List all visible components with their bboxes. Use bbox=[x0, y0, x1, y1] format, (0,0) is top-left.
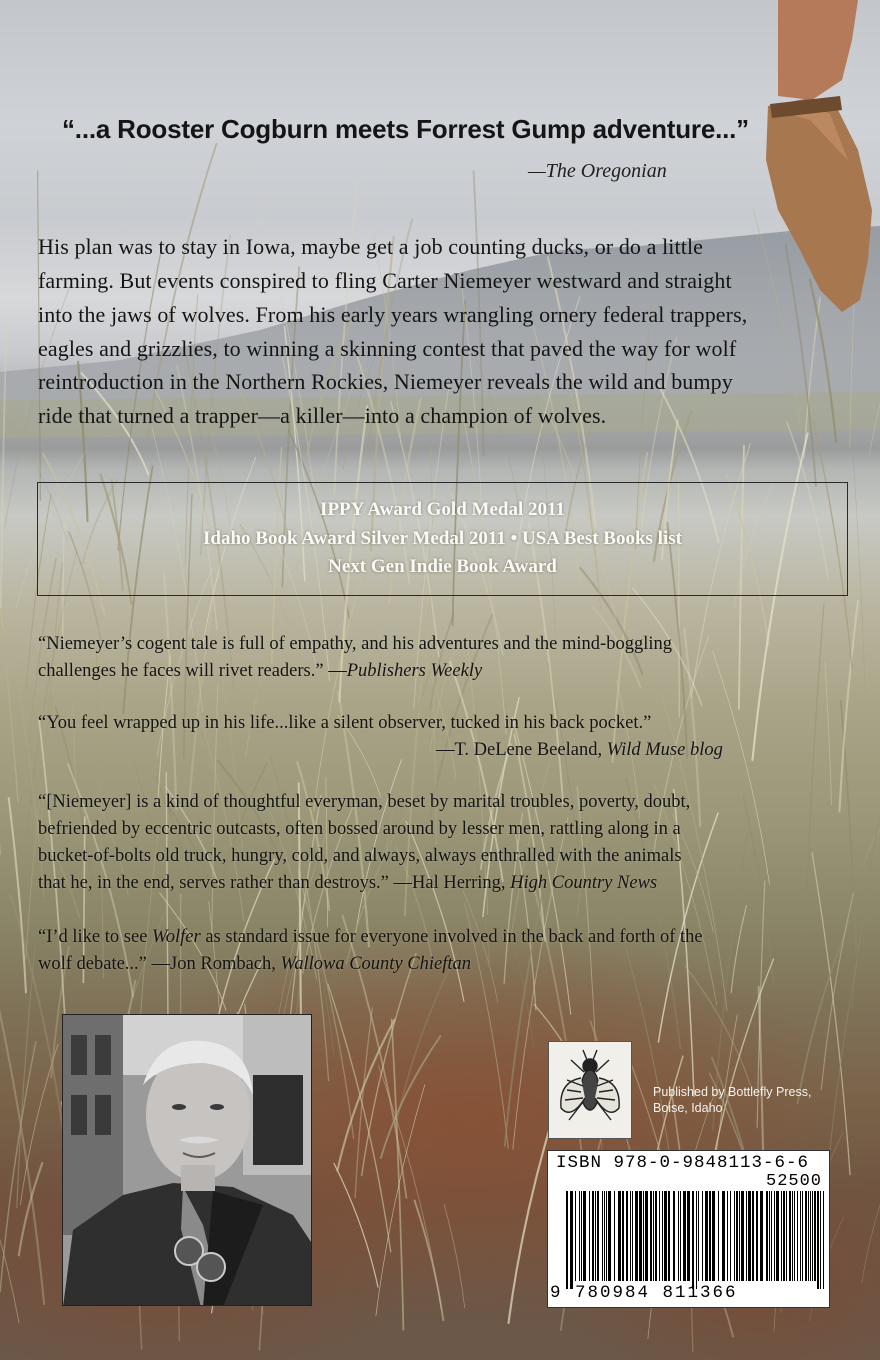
fly-icon bbox=[549, 1042, 631, 1138]
ean-number: 9 780984 811366 bbox=[550, 1283, 738, 1303]
review-herring-line-4: that he, in the end, serves rather than destroys.” —Hal Herring, High Country News bbox=[38, 873, 658, 893]
award-idaho-usa: Idaho Book Award Silver Medal 2011 • USA Best Books list bbox=[203, 528, 682, 549]
bottlefly-press-logo bbox=[548, 1041, 632, 1139]
barcode-bars bbox=[566, 1191, 828, 1291]
awards-box bbox=[37, 482, 848, 596]
isbn-barcode bbox=[547, 1150, 830, 1308]
review-source-high-country-news: High Country News bbox=[510, 873, 658, 893]
blurb-line-2: farming. But events conspired to fling Carter Niemeyer westward and straight bbox=[38, 268, 732, 293]
blurb-line-4: eagles and grizzlies, to winning a skinning contest that paved the way for wolf bbox=[38, 336, 737, 361]
review-source-publishers-weekly: Publishers Weekly bbox=[346, 661, 483, 681]
review-source-wallowa-chieftan: Wallowa County Chieftan bbox=[280, 954, 472, 974]
review-beeland-attribution: —T. DeLene Beeland, Wild Muse blog bbox=[436, 740, 723, 760]
review-publishers-weekly-line-2: challenges he faces will rivet readers.” —Publishers Weekly bbox=[38, 661, 483, 681]
featured-quote-source: —The Oregonian bbox=[528, 160, 667, 182]
blurb-line-1: His plan was to stay in Iowa, maybe get a job counting ducks, or do a little bbox=[38, 234, 704, 259]
review-herring-line-2: befriended by eccentric outcasts, often bossed around by lesser men, rattling along in a bbox=[38, 819, 681, 839]
award-ippy: IPPY Award Gold Medal 2011 bbox=[320, 499, 565, 520]
award-next-gen: Next Gen Indie Book Award bbox=[328, 556, 557, 577]
author-photo bbox=[62, 1014, 312, 1306]
blurb-line-5: reintroduction in the Northern Rockies, Niemeyer reveals the wild and bumpy bbox=[38, 369, 733, 394]
review-rombach-line-1: “I’d like to see Wolfer as standard issue for everyone involved in the back and forth of the bbox=[38, 927, 703, 947]
price-code: 52500 bbox=[766, 1172, 823, 1191]
review-beeland-line-1: “You feel wrapped up in his life...like a silent observer, tucked in his back pocket.” bbox=[38, 713, 652, 733]
isbn-number: ISBN 978-0-9848113-6-6 bbox=[556, 1153, 810, 1173]
review-source-wild-muse: Wild Muse blog bbox=[606, 740, 723, 760]
blurb-line-3: into the jaws of wolves. From his early years wrangling ornery federal trappers, bbox=[38, 302, 748, 327]
publisher-line-1: Published by Bottlefly Press, bbox=[653, 1085, 812, 1099]
review-herring-line-1: “[Niemeyer] is a kind of thoughtful everyman, beset by marital troubles, poverty, doubt, bbox=[38, 792, 691, 812]
blurb-line-6: ride that turned a trapper—a killer—into a champion of wolves. bbox=[38, 403, 607, 428]
review-publishers-weekly-line-1: “Niemeyer’s cogent tale is full of empathy, and his adventures and the mind-boggling bbox=[38, 634, 672, 654]
review-herring-line-3: bucket-of-bolts old truck, hungry, cold, and always, always enthralled with the animals bbox=[38, 846, 682, 866]
featured-quote: “...a Rooster Cogburn meets Forrest Gump adventure...” bbox=[62, 114, 749, 144]
publisher-line-2: Boise, Idaho bbox=[653, 1101, 723, 1115]
review-rombach-line-2: wolf debate...” —Jon Rombach, Wallowa County Chieftan bbox=[38, 954, 472, 974]
